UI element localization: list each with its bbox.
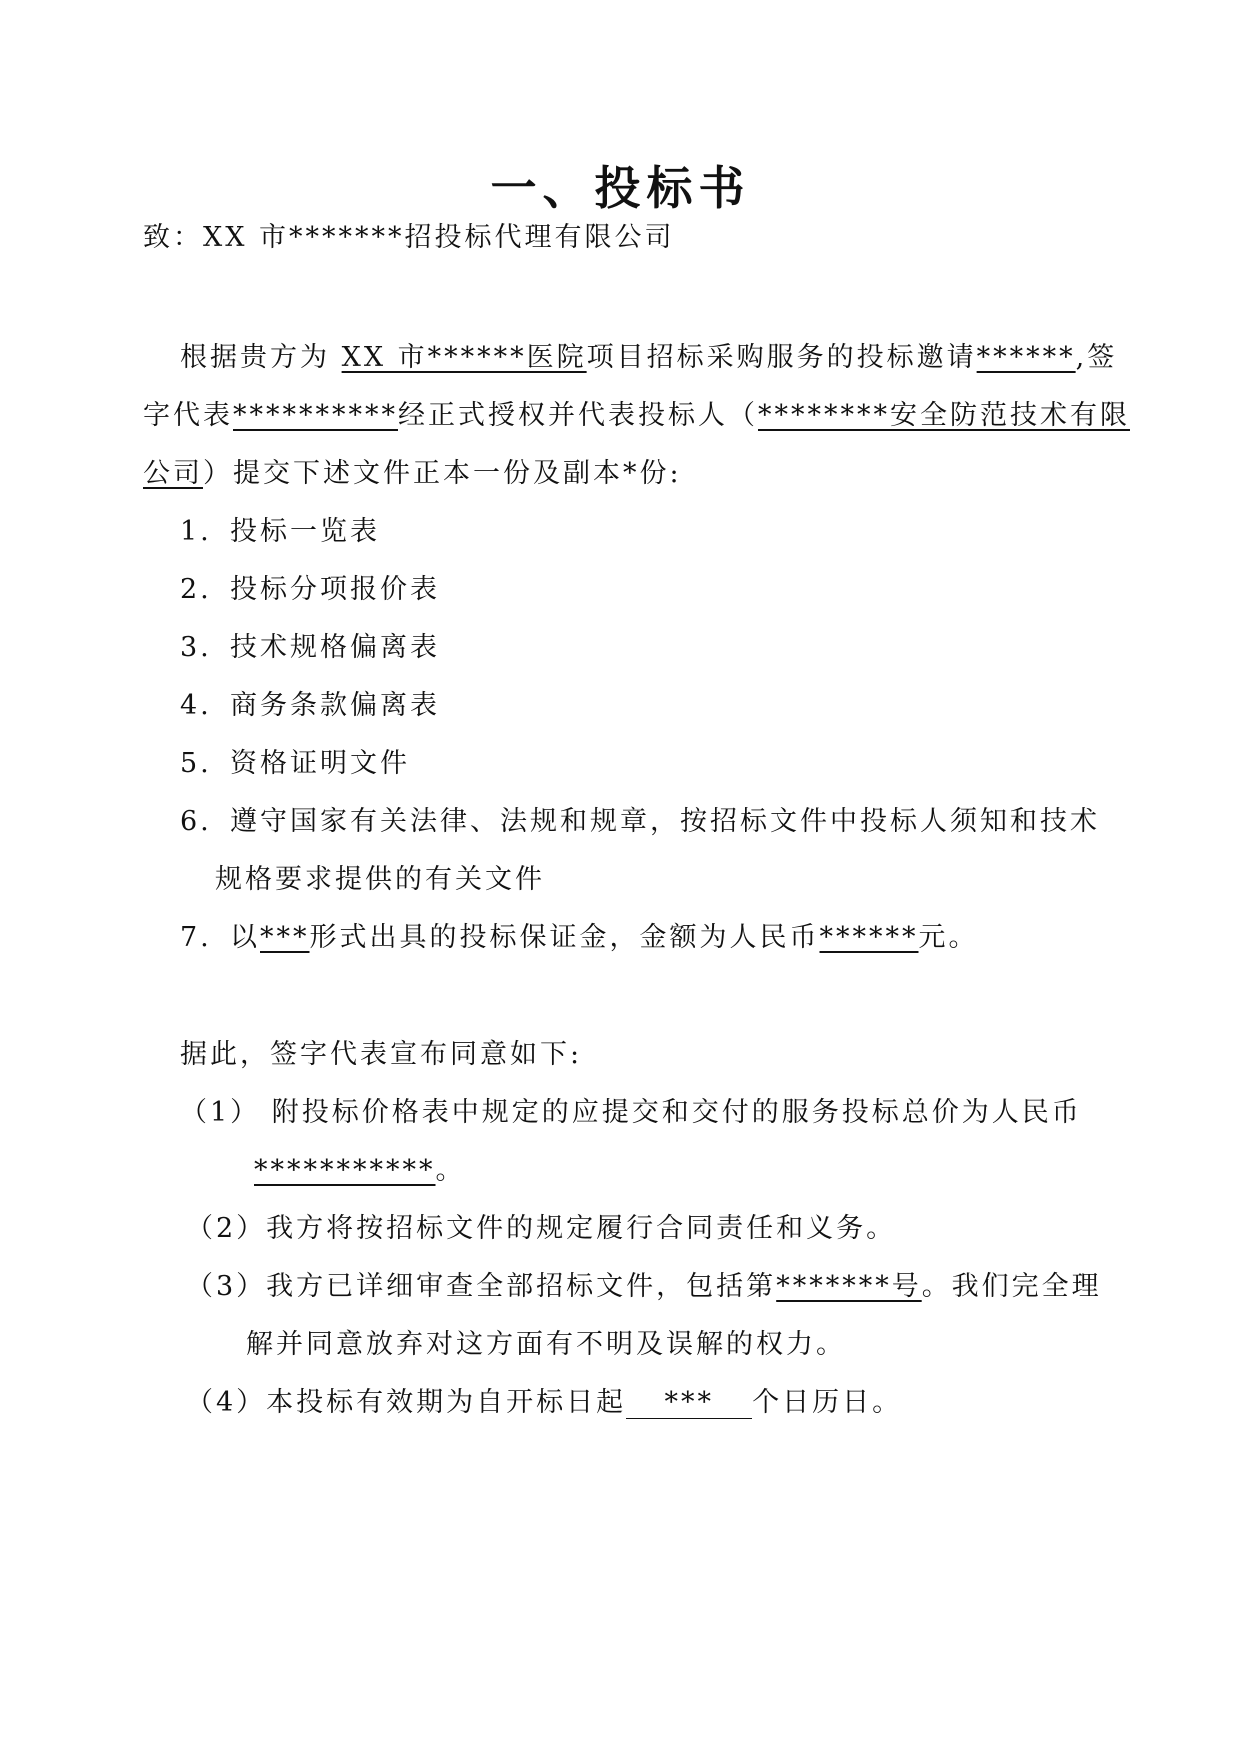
- list-item: [180, 683, 440, 722]
- clause-1: （1） 附投标价格表中规定的应提交和交付的服务投标总价为人民币: [180, 1097, 1082, 1128]
- list-item: [180, 509, 380, 548]
- list-item-text: 投标分项报价表: [230, 574, 440, 605]
- intro-line-1: [180, 335, 1117, 374]
- clause-3-continuation: 解并同意放弃对这方面有不明及误解的权力。: [246, 1329, 846, 1360]
- clause-text: （4）本投标有效期为自开标日起: [186, 1387, 627, 1418]
- intro-text: ）提交下述文件正本一份及副本*份:: [203, 458, 682, 489]
- clause-3: [186, 1264, 1102, 1303]
- list-item-text: 以: [230, 922, 260, 953]
- list-item-number: 2.: [180, 574, 212, 605]
- clause-2: （2）我方将按招标文件的规定履行合同责任和义务。: [186, 1213, 897, 1244]
- list-item: [180, 799, 1100, 838]
- list-item-number: 1.: [180, 516, 212, 547]
- validity-days-blank: ***: [626, 1388, 752, 1419]
- list-item: [180, 567, 440, 606]
- list-item-number: 7.: [180, 922, 212, 953]
- list-item-text: 商务条款偏离表: [230, 690, 440, 721]
- intro-text: 经正式授权并代表投标人（: [398, 400, 758, 431]
- list-item: [180, 741, 410, 780]
- tender-number: *******号: [776, 1271, 922, 1302]
- list-item-text: 资格证明文件: [230, 748, 410, 779]
- clause-text: 。我们完全理: [921, 1271, 1102, 1302]
- list-item-text: 元。: [918, 922, 979, 953]
- clause-text: 。: [435, 1155, 466, 1186]
- guarantee-form: ***: [260, 922, 310, 953]
- invitation-number: ******: [976, 342, 1076, 373]
- clause-text: （3）我方已详细审查全部招标文件，包括第: [186, 1271, 777, 1302]
- declaration-heading: 据此，签字代表宣布同意如下:: [180, 1039, 583, 1070]
- hospital-name: XX 市******医院: [341, 342, 587, 373]
- intro-text: ,签: [1075, 342, 1118, 373]
- intro-text: 根据贵方为: [180, 342, 342, 373]
- total-bid-price: ***********: [254, 1155, 436, 1186]
- list-item-text: 遵守国家有关法律、法规和规章，按招标文件中投标人须知和技术: [230, 806, 1100, 837]
- bidder-name-cont: 公司: [143, 458, 203, 489]
- guarantee-amount: ******: [819, 922, 919, 953]
- signatory-name: **********: [233, 400, 398, 431]
- list-item-number: 3.: [180, 632, 212, 663]
- list-item: [180, 625, 440, 664]
- page-title: 一、投标书: [490, 161, 751, 215]
- intro-line-2: [143, 393, 1130, 432]
- clause-1-continuation: [254, 1148, 466, 1187]
- bidder-name: ********安全防范技术有限: [758, 400, 1130, 431]
- intro-text: 字代表: [143, 400, 233, 431]
- intro-line-3: [143, 451, 682, 490]
- clause-text: 个日历日。: [752, 1387, 903, 1418]
- list-item-text: 投标一览表: [230, 516, 380, 547]
- list-item: [180, 915, 979, 954]
- clause-4: [186, 1380, 902, 1419]
- addressee: 致：XX 市*******招投标代理有限公司: [143, 222, 675, 253]
- list-item-number: 4.: [180, 690, 212, 721]
- list-item-text: 形式出具的投标保证金，金额为人民币: [309, 922, 820, 953]
- list-item-number: 6.: [180, 806, 212, 837]
- list-item-continuation: 规格要求提供的有关文件: [215, 864, 545, 895]
- intro-text: 项目招标采购服务的投标邀请: [586, 342, 977, 373]
- list-item-text: 技术规格偏离表: [230, 632, 440, 663]
- list-item-number: 5.: [180, 748, 212, 779]
